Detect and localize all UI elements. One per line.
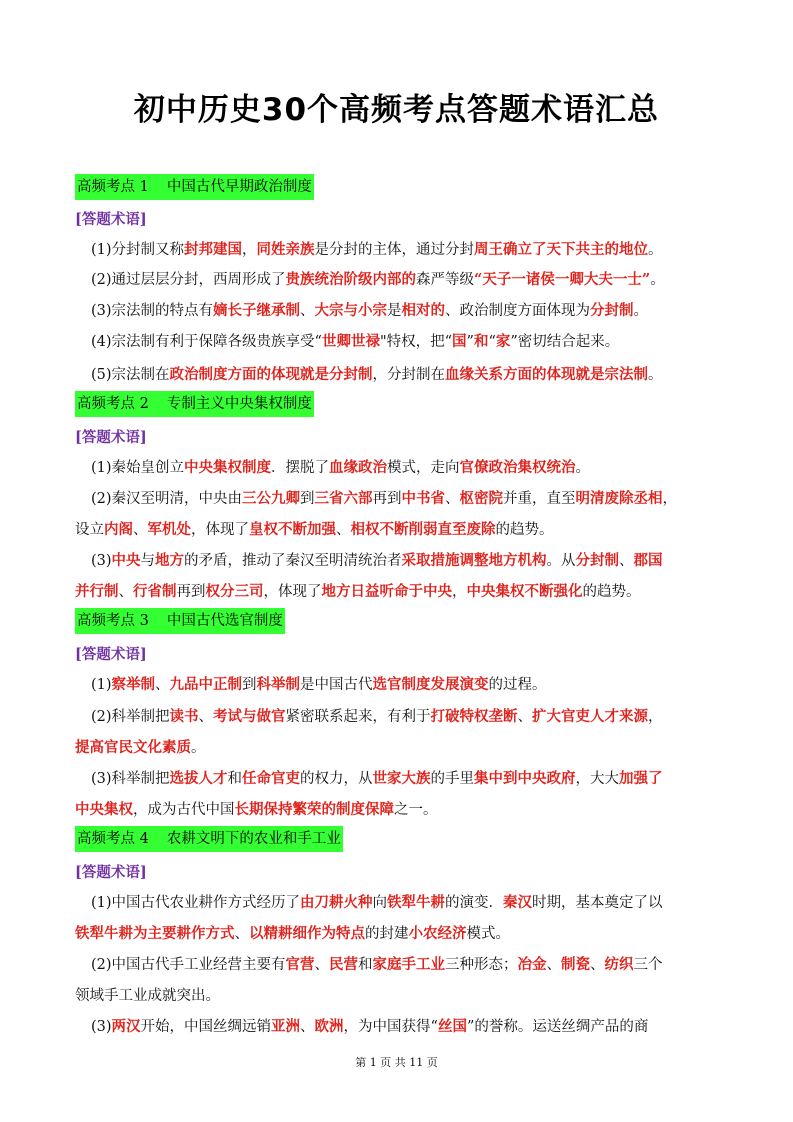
- key-term: 加强了: [619, 770, 663, 787]
- key-term: 三省六部: [314, 490, 373, 507]
- text-line: [91, 891, 663, 912]
- text-segment: 、: [445, 491, 460, 507]
- text-segment: (3)宗法制的特点有: [91, 303, 214, 319]
- text-segment: ，大大: [575, 771, 620, 787]
- text-segment: 的过程。: [488, 677, 547, 693]
- key-term: 世家大族: [372, 770, 431, 787]
- key-term: 家: [495, 333, 511, 350]
- text-segment: ，: [242, 242, 257, 258]
- text-segment: 三种形态；: [445, 957, 518, 973]
- text-segment: ，分封制在: [372, 367, 446, 383]
- key-term: 选拔人才: [169, 770, 228, 787]
- text-segment: 。: [191, 740, 206, 756]
- text-segment: (1)秦始皇创立: [91, 460, 185, 476]
- key-term: 权分三司: [205, 583, 264, 600]
- text-segment: (4)宗法制有利于保障各级贵族享受“: [91, 334, 322, 350]
- text-segment: 再到: [176, 584, 206, 600]
- text-line: [91, 767, 663, 788]
- text-segment: 与: [140, 553, 156, 569]
- key-term: 读书: [169, 708, 199, 725]
- text-segment: 开始，中国丝绸远销: [140, 1019, 272, 1035]
- text-segment: 是: [387, 303, 402, 319]
- key-term: 提高官民文化素质: [75, 739, 191, 756]
- text-segment: 的趋势。: [582, 584, 641, 600]
- section-number: 高频考点 2: [77, 396, 149, 412]
- text-segment: (2)秦汉至明清，中央由: [91, 491, 243, 507]
- text-segment: (3): [91, 553, 112, 569]
- text-line: [75, 736, 206, 757]
- key-term: 相权不断削弱直至废除: [350, 521, 496, 538]
- text-segment: 三个: [633, 957, 663, 973]
- text-segment: ，成为古代中国: [133, 802, 235, 818]
- key-term: 官僚政治集权统治: [459, 459, 576, 476]
- key-term: 明清废除丞相: [575, 490, 663, 507]
- key-term: 察举制: [111, 676, 156, 693]
- key-term: 小农经济: [408, 925, 467, 942]
- answer-label: [答题术语]: [75, 211, 147, 228]
- section-number: 高频考点 3: [77, 613, 149, 629]
- text-segment: (2)科举制把: [91, 709, 170, 725]
- text-segment: ”密切结合起来。: [510, 334, 620, 350]
- text-segment: 、: [546, 957, 562, 973]
- text-line: [91, 705, 663, 726]
- key-term: 大宗与小宗: [314, 302, 388, 319]
- key-term: 和: [473, 333, 489, 350]
- text-segment: 向: [372, 895, 388, 911]
- key-term: 中央集权制度: [184, 459, 272, 476]
- text-segment: (3): [91, 1019, 112, 1035]
- text-line: [75, 518, 554, 539]
- text-segment: 。从: [546, 553, 576, 569]
- key-term: 地方: [155, 552, 185, 569]
- text-segment: 、: [517, 709, 533, 725]
- section-heading-4: [75, 826, 343, 852]
- key-term: 中央: [111, 552, 141, 569]
- key-term: 封邦建国: [184, 241, 243, 258]
- key-term: 行省制: [133, 583, 177, 600]
- text-segment: ”的誉称。运送丝绸产品的商: [466, 1019, 649, 1035]
- text-segment: 、: [619, 553, 634, 569]
- text-line: [91, 549, 663, 570]
- text-segment: ，为中国获得“: [343, 1019, 438, 1035]
- text-segment: 和: [227, 771, 243, 787]
- section-title: 中国古代早期政治制度: [166, 179, 312, 195]
- text-segment: 、: [300, 303, 315, 319]
- key-term: 同姓亲族: [256, 241, 315, 258]
- text-line: [75, 798, 438, 819]
- text-segment: 是中国古代: [300, 677, 373, 693]
- key-term: 中央集权: [75, 801, 133, 818]
- key-term: 血缘政治: [329, 459, 388, 476]
- key-term: 由刀耕火种: [300, 894, 373, 911]
- key-term: 以精耕细作为特点: [249, 925, 365, 942]
- key-term: 欧洲: [314, 1018, 344, 1035]
- key-term: 嫡长子继承制: [213, 302, 301, 319]
- text-segment: 。: [633, 303, 649, 319]
- key-term: 世卿世禄: [321, 333, 380, 350]
- text-segment: ，: [648, 709, 663, 725]
- text-segment: 时期，基本奠定了以: [532, 895, 663, 911]
- text-segment: 。: [648, 367, 663, 383]
- text-segment: (1)中国古代农业耕作方式经历了: [91, 895, 301, 911]
- text-segment: ”: [466, 334, 474, 350]
- text-segment: 、: [590, 957, 605, 973]
- text-segment: 模式。: [466, 926, 510, 942]
- key-term: 九品中正制: [169, 676, 243, 693]
- key-term: 分封制: [590, 302, 634, 319]
- text-segment: ，: [452, 584, 467, 600]
- page-title: 初中历史30个高频考点答题术语汇总: [133, 92, 660, 128]
- key-term: 打破特权垄断: [430, 708, 518, 725]
- text-segment: 到: [300, 491, 315, 507]
- answer-label: [答题术语]: [75, 646, 147, 663]
- key-term: 民营: [329, 956, 359, 973]
- key-term: 政治制度方面的体现就是分封制: [169, 366, 373, 383]
- key-term: 官营: [285, 956, 315, 973]
- text-segment: 之一。: [394, 802, 438, 818]
- key-term: 地方日益听命于中央: [321, 583, 452, 600]
- text-line: [91, 1015, 648, 1036]
- text-segment: 的演变．: [445, 895, 504, 911]
- key-term: 纺织: [604, 956, 634, 973]
- text-segment: 、: [300, 1019, 315, 1035]
- text-line: [91, 330, 619, 351]
- text-line: [91, 953, 663, 974]
- key-term: 采取措施调整地方机构: [401, 552, 547, 569]
- key-term: 国: [452, 333, 467, 350]
- key-term: 枢密院: [459, 490, 504, 507]
- key-term: 铁犁牛耕: [387, 894, 446, 911]
- key-term: 并行制: [75, 583, 119, 600]
- key-term: 中央集权不断强化: [466, 583, 583, 600]
- key-term: 长期保持繁荣的制度保障: [234, 801, 394, 818]
- text-segment: 的权力，从: [300, 771, 373, 787]
- text-segment: 、: [118, 584, 133, 600]
- key-term: 扩大官吏人才来源: [532, 708, 649, 725]
- text-line: [75, 984, 220, 1005]
- key-term: “天子一诸侯一卿大夫一士”: [474, 271, 651, 288]
- text-segment: (2)中国古代手工业经营主要有: [91, 957, 286, 973]
- section-number: 高频考点 1: [77, 179, 149, 195]
- text-segment: (3)科举制把: [91, 771, 170, 787]
- text-segment: "特权，把“: [379, 334, 453, 350]
- key-term: 三公九卿: [242, 490, 301, 507]
- text-segment: 森严等级: [416, 272, 475, 288]
- key-term: 郡国: [633, 552, 663, 569]
- section-heading-1: [75, 174, 314, 200]
- text-segment: ．摆脱了: [271, 460, 330, 476]
- text-line: [91, 456, 590, 477]
- text-segment: (1)分封制又称: [91, 242, 185, 258]
- key-term: 任命官吏: [242, 770, 301, 787]
- text-line: [91, 487, 677, 508]
- text-segment: (1): [91, 677, 112, 693]
- key-term: 秦汉: [503, 894, 533, 911]
- text-segment: 和: [358, 957, 373, 973]
- text-line: [75, 922, 510, 943]
- text-segment: 、: [314, 957, 330, 973]
- key-term: 科举制: [256, 676, 301, 693]
- key-term: 铁犁牛耕为主要耕作方式: [75, 925, 235, 942]
- key-term: 制瓷: [561, 956, 591, 973]
- text-line: [91, 673, 547, 694]
- section-number: 高频考点 4: [77, 831, 149, 847]
- text-segment: 的手里: [430, 771, 475, 787]
- key-term: 相对的: [401, 302, 446, 319]
- text-line: [91, 299, 648, 320]
- section-heading-3: [75, 608, 285, 634]
- answer-label: [答题术语]: [75, 429, 147, 446]
- text-segment: 到: [242, 677, 257, 693]
- text-segment: 领域手工业成就突出。: [75, 988, 220, 1004]
- text-segment: 的趋势。: [495, 522, 554, 538]
- text-segment: 紧密联系起来，有利于: [285, 709, 431, 725]
- key-term: 集中到中央政府: [474, 770, 576, 787]
- text-segment: 、: [336, 522, 351, 538]
- key-term: 军机处: [147, 521, 191, 538]
- text-segment: 。: [575, 460, 591, 476]
- key-term: 分封制: [575, 552, 620, 569]
- page-footer: 第 1 页 共 11 页: [355, 1056, 438, 1069]
- text-line: [91, 268, 665, 289]
- text-segment: 的封建: [365, 926, 409, 942]
- key-term: 考试与做官: [213, 708, 286, 725]
- key-term: 贵族统治阶级内部的: [285, 271, 417, 288]
- text-line: [75, 580, 641, 601]
- key-term: 家庭手工业: [372, 956, 446, 973]
- section-heading-2: [75, 391, 314, 417]
- text-segment: 模式，走向: [387, 460, 460, 476]
- key-term: 选官制度发展演变: [372, 676, 489, 693]
- text-segment: ，: [662, 491, 678, 507]
- key-term: 血缘关系方面的体现就是宗法制: [445, 366, 649, 383]
- section-title: 中国古代选官制度: [166, 613, 283, 629]
- key-term: 周王确立了天下共主的地位: [474, 241, 649, 258]
- text-segment: 。: [650, 272, 665, 288]
- section-title: 农耕文明下的农业和手工业: [166, 831, 341, 847]
- text-segment: 、政治制度方面体现为: [445, 303, 591, 319]
- text-segment: “: [488, 334, 496, 350]
- key-term: 冶金: [517, 956, 547, 973]
- text-line: [91, 238, 663, 259]
- text-segment: 、: [234, 926, 249, 942]
- text-line: [91, 363, 663, 384]
- text-segment: ，体现了: [263, 584, 322, 600]
- key-term: 皇权不断加强: [249, 521, 336, 538]
- key-term: 中书省: [401, 490, 446, 507]
- text-segment: 是分封的主体，通过分封: [314, 242, 475, 258]
- text-segment: 、: [133, 522, 148, 538]
- text-segment: 。: [648, 242, 663, 258]
- section-title: 专制主义中央集权制度: [166, 396, 312, 412]
- answer-label: [答题术语]: [75, 864, 147, 881]
- key-term: 亚洲: [271, 1018, 301, 1035]
- text-segment: 设立: [75, 522, 104, 538]
- text-segment: 、: [155, 677, 170, 693]
- text-segment: ，体现了: [191, 522, 249, 538]
- text-segment: (2)通过层层分封，西周形成了: [91, 272, 286, 288]
- text-segment: 的矛盾，推动了秦汉至明清统治者: [184, 553, 402, 569]
- key-term: 丝国: [437, 1018, 467, 1035]
- text-segment: 并重，直至: [503, 491, 576, 507]
- text-segment: 、: [198, 709, 214, 725]
- text-segment: 再到: [372, 491, 402, 507]
- key-term: 内阁: [104, 521, 133, 538]
- text-segment: (5)宗法制在: [91, 367, 170, 383]
- key-term: 两汉: [111, 1018, 141, 1035]
